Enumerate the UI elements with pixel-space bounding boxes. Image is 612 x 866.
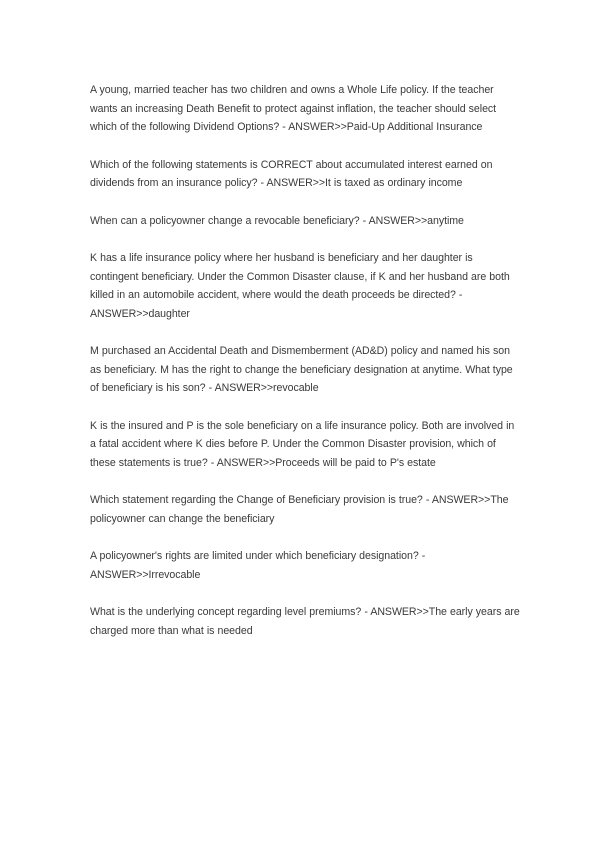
qa-list (90, 81, 522, 659)
qa-item-2: Which of the following statements is CORRECT about accumulated interest earned on dividends from an insurance policy? - ANSWER>>It is taxed as ordinary income (90, 158, 493, 190)
qa-item-7: Which statement regarding the Change of Beneficiary provision is true? - ANSWER>>The policyowner can change the beneficiary (90, 494, 509, 525)
qa-item-1: A young, married teacher has two children and owns a Whole Life policy. If the teacher wants an increasing Death Benefit to protect against inflation, the teacher should select which of the following Dividend Options? - ANSWER>>Paid-Up Additional Insurance (90, 84, 497, 134)
qa-item-9: What is the underlying concept regarding level premiums? - ANSWER>>The early years are charged more than what is needed (90, 606, 520, 637)
qa-item-8: A policyowner's rights are limited under which beneficiary designation? - ANSWER>>Irrevocable (90, 550, 426, 581)
qa-item-3: When can a policyowner change a revocable beneficiary? - ANSWER>>anytime (90, 214, 464, 227)
qa-item-4: K has a life insurance policy where her husband is beneficiary and her daughter is contingent beneficiary. Under the Common Disaster clause, if K and her husband are both killed in an automobile accident, where would the death proceeds be directed? - ANSWER>>daughter (90, 251, 510, 320)
qa-item-5: M purchased an Accidental Death and Dismemberment (AD&D) policy and named his son as beneficiary. M has the right to change the beneficiary designation at anytime. What type of beneficiary is his son? - ANSWER>>revocable (90, 345, 513, 395)
qa-item-6: K is the insured and P is the sole beneficiary on a life insurance policy. Both are involved in a fatal accident where K dies before P. Under the Common Disaster provision, which of these statements is true? - ANSWER>>Proceeds will be paid to P's estate (90, 419, 515, 469)
